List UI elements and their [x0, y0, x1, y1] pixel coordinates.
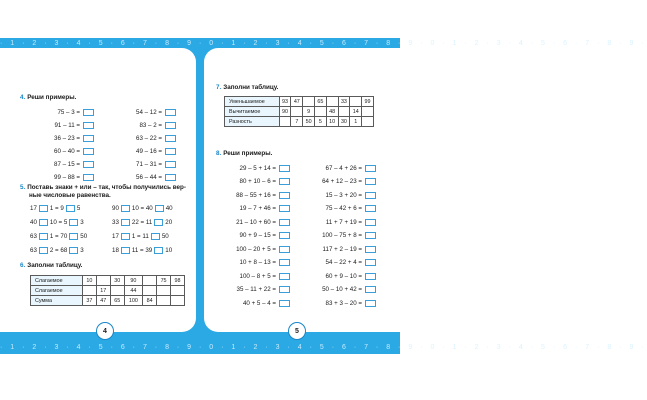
problem-text: 100 – 20 + 5 =	[236, 245, 276, 253]
table-cell[interactable]	[96, 276, 110, 286]
problem-text: 75 – 42 + 6 =	[325, 205, 362, 212]
problem-row	[210, 191, 290, 199]
equation-part: 10	[165, 246, 173, 254]
border-pattern-top: · 1 · 2 · 3 · 4 · 5 · 6 · 7 · 8 · 9 · 0 · 1 · 2 · 3 · 4 · 5 · 6 · 7 · 8 · 9 · 0 · 1 · 2 · 3 · 4 · 5 · 6 · 7 · 8 · 9 ·	[0, 40, 647, 47]
problem-text: 54 – 12 =	[136, 108, 162, 116]
exercise-7-table	[224, 96, 374, 127]
equation-part: 2 = 68	[49, 246, 68, 254]
equation-part: 1 = 9	[49, 204, 64, 212]
problem-row	[296, 259, 376, 267]
problem-row	[210, 286, 290, 294]
sign-box[interactable]	[69, 247, 78, 254]
answer-box[interactable]	[365, 178, 376, 185]
problem-row	[296, 164, 376, 172]
problem-text: 10 + 8 – 13 =	[239, 259, 276, 266]
answer-box[interactable]	[279, 300, 290, 307]
table-cell: 75	[157, 276, 171, 286]
answer-box[interactable]	[165, 161, 176, 168]
sign-box[interactable]	[121, 205, 130, 212]
equation-part: 10 = 5	[49, 218, 68, 226]
table-cell[interactable]	[157, 286, 171, 296]
problem-row	[106, 160, 176, 168]
problem-row	[296, 272, 376, 280]
table-cell: 10	[326, 117, 338, 127]
exercise-8-heading: 8. Реши примеры.	[216, 150, 273, 157]
problem-row	[22, 147, 94, 155]
exercise-6-table	[30, 275, 185, 306]
problem-row	[210, 232, 290, 240]
equation-row	[112, 232, 169, 240]
problem-row	[210, 178, 290, 186]
answer-box[interactable]	[83, 161, 94, 168]
page-number-right: 5	[288, 322, 306, 340]
table-cell[interactable]	[350, 97, 362, 107]
problem-text: 11 + 7 + 19 =	[325, 218, 362, 226]
equation-part: 10 = 40	[131, 204, 153, 212]
table-cell: 50	[303, 117, 315, 127]
table-cell[interactable]	[362, 117, 374, 127]
equation-row	[30, 204, 80, 212]
table-cell: 10	[82, 276, 96, 286]
problem-text: 35 – 11 + 22 =	[236, 286, 276, 293]
answer-box[interactable]	[279, 232, 290, 239]
answer-box[interactable]	[165, 122, 176, 129]
table-cell[interactable]	[171, 296, 185, 306]
problem-text: 56 – 44 =	[136, 173, 162, 181]
answer-box[interactable]	[279, 259, 290, 266]
answer-box[interactable]	[365, 286, 376, 293]
answer-box[interactable]	[365, 219, 376, 226]
problem-text: 63 – 22 =	[136, 134, 162, 142]
answer-box[interactable]	[279, 286, 290, 293]
table-cell: 44	[124, 286, 143, 296]
problem-text: 100 – 75 + 8 =	[322, 232, 362, 239]
problem-text: 90 + 9 – 15 =	[239, 232, 276, 239]
equation-part: 11 = 39	[131, 246, 153, 254]
problem-text: 21 – 10 + 60 =	[236, 218, 276, 226]
answer-box[interactable]	[83, 122, 94, 129]
answer-box[interactable]	[165, 148, 176, 155]
problem-row	[106, 147, 176, 155]
sign-box[interactable]	[69, 219, 78, 226]
exercise-4-heading: 4. Реши примеры.	[20, 94, 77, 101]
equation-part: 50	[80, 232, 88, 240]
answer-box[interactable]	[165, 174, 176, 181]
table-row-label: Слагаемое	[31, 276, 83, 286]
answer-box[interactable]	[365, 232, 376, 239]
equation-row	[30, 232, 87, 240]
equation-row	[112, 204, 173, 212]
problem-text: 117 + 2 – 19 =	[322, 245, 362, 253]
table-cell[interactable]	[314, 107, 326, 117]
table-cell[interactable]	[338, 107, 350, 117]
equation-part: 33	[112, 218, 119, 226]
sign-box[interactable]	[151, 233, 160, 240]
table-cell[interactable]	[143, 286, 157, 296]
table-row	[31, 276, 185, 286]
sign-box[interactable]	[121, 247, 130, 254]
answer-box[interactable]	[165, 109, 176, 116]
equation-row	[30, 218, 84, 226]
problem-row	[22, 121, 94, 129]
problem-text: 54 – 22 + 4 =	[325, 259, 362, 266]
answer-box[interactable]	[365, 192, 376, 199]
table-cell: 33	[338, 97, 350, 107]
table-cell: 30	[110, 276, 124, 286]
sign-box[interactable]	[39, 233, 48, 240]
table-cell: 37	[82, 296, 96, 306]
equation-part: 40	[165, 204, 173, 212]
problem-text: 87 – 15 =	[54, 160, 80, 168]
problem-row	[210, 245, 290, 253]
answer-box[interactable]	[365, 246, 376, 253]
table-cell: 47	[291, 97, 303, 107]
table-cell[interactable]	[279, 117, 291, 127]
border-pattern-bottom: · 1 · 2 · 3 · 4 · 5 · 6 · 7 · 8 · 9 · 0 · 1 · 2 · 3 · 4 · 5 · 6 · 7 · 8 · 9 · 0 · 1 · 2 · 3 · 4 · 5 · 6 · 7 · 8 · 9 ·	[0, 344, 647, 351]
problem-text: 75 – 3 =	[57, 108, 80, 116]
table-cell[interactable]	[143, 276, 157, 286]
table-row-label: Уменьшаемое	[225, 97, 280, 107]
table-row-label: Разность	[225, 117, 280, 127]
table-cell: 93	[279, 97, 291, 107]
problem-row	[296, 218, 376, 226]
sign-box[interactable]	[66, 205, 75, 212]
table-cell: 100	[124, 296, 143, 306]
table-cell[interactable]	[326, 97, 338, 107]
answer-box[interactable]	[83, 148, 94, 155]
equation-part: 1 = 11	[131, 232, 149, 240]
equation-part: 63	[30, 246, 37, 254]
answer-box[interactable]	[279, 273, 290, 280]
equation-part: 40	[30, 218, 37, 226]
equation-part: 17	[30, 204, 37, 212]
problem-text: 29 – 5 + 14 =	[239, 164, 276, 172]
table-cell[interactable]	[303, 97, 315, 107]
equation-part: 3	[80, 246, 84, 254]
sign-box[interactable]	[155, 205, 164, 212]
table-cell: 48	[326, 107, 338, 117]
table-cell[interactable]	[362, 107, 374, 117]
sign-box[interactable]	[39, 247, 48, 254]
problem-row	[296, 299, 376, 307]
equation-part: 50	[161, 232, 169, 240]
table-row	[31, 296, 185, 306]
problem-text: 67 – 4 + 26 =	[325, 164, 362, 172]
equation-part: 1 = 70	[49, 232, 68, 240]
problem-row	[296, 286, 376, 294]
problem-row	[22, 134, 94, 142]
answer-box[interactable]	[279, 205, 290, 212]
problem-text: 19 – 7 + 46 =	[239, 205, 276, 212]
table-cell[interactable]	[291, 107, 303, 117]
answer-box[interactable]	[365, 205, 376, 212]
problem-text: 99 – 88 =	[54, 173, 80, 181]
problem-row	[210, 272, 290, 280]
problem-text: 91 – 11 =	[54, 121, 80, 129]
problem-row	[296, 205, 376, 213]
equation-part: 63	[30, 232, 37, 240]
sign-box[interactable]	[69, 233, 78, 240]
sign-box[interactable]	[39, 205, 48, 212]
problem-row	[22, 173, 94, 181]
problem-row	[296, 232, 376, 240]
answer-box[interactable]	[279, 178, 290, 185]
equation-row	[30, 246, 84, 254]
equation-part: 20	[165, 218, 173, 226]
equation-part: 17	[112, 232, 119, 240]
exercise-6-heading: 6. Заполни таблицу.	[20, 262, 83, 269]
table-cell: 98	[171, 276, 185, 286]
table-cell[interactable]	[171, 286, 185, 296]
table-cell[interactable]	[110, 286, 124, 296]
sign-box[interactable]	[154, 247, 163, 254]
table-cell: 47	[96, 296, 110, 306]
answer-box[interactable]	[279, 219, 290, 226]
table-cell: 5	[314, 117, 326, 127]
answer-box[interactable]	[83, 135, 94, 142]
problem-row	[22, 160, 94, 168]
answer-box[interactable]	[279, 192, 290, 199]
problem-text: 49 – 16 =	[136, 147, 162, 155]
table-row-label: Вычитаемое	[225, 107, 280, 117]
table-row	[225, 97, 374, 107]
answer-box[interactable]	[83, 174, 94, 181]
problem-text: 60 + 9 – 10 =	[325, 272, 362, 280]
problem-row	[210, 205, 290, 213]
problem-row	[296, 178, 376, 186]
equation-part: 3	[80, 218, 84, 226]
exercise-5-heading-cont: ные числовые равенства.	[29, 192, 111, 199]
answer-box[interactable]	[365, 259, 376, 266]
problem-text: 60 – 40 =	[54, 147, 80, 155]
problem-row	[106, 121, 176, 129]
problem-text: 40 + 5 – 4 =	[242, 299, 276, 307]
problem-row	[106, 108, 176, 116]
problem-row	[106, 134, 176, 142]
problem-row	[210, 164, 290, 172]
table-cell: 65	[110, 296, 124, 306]
problem-text: 15 – 3 + 20 =	[325, 191, 362, 199]
problem-text: 71 – 31 =	[136, 160, 162, 168]
problem-row	[296, 245, 376, 253]
table-cell: 99	[362, 97, 374, 107]
table-row-label: Слагаемое	[31, 286, 83, 296]
answer-box[interactable]	[165, 135, 176, 142]
sign-box[interactable]	[154, 219, 163, 226]
equation-row	[112, 218, 172, 226]
answer-box[interactable]	[365, 273, 376, 280]
table-cell: 90	[124, 276, 143, 286]
equation-row	[112, 246, 172, 254]
problem-row	[210, 259, 290, 267]
problem-text: 36 – 23 =	[54, 134, 80, 142]
equation-part: 18	[112, 246, 119, 254]
table-cell: 90	[279, 107, 291, 117]
problem-text: 83 + 3 – 20 =	[325, 299, 362, 307]
table-row-label: Сумма	[31, 296, 83, 306]
table-cell: 84	[143, 296, 157, 306]
table-cell: 7	[291, 117, 303, 127]
problem-text: 100 – 8 + 5 =	[239, 272, 276, 280]
sign-box[interactable]	[121, 233, 130, 240]
answer-box[interactable]	[279, 165, 290, 172]
table-cell[interactable]	[157, 296, 171, 306]
table-cell: 30	[338, 117, 350, 127]
problem-row	[210, 218, 290, 226]
sign-box[interactable]	[39, 219, 48, 226]
exercise-7-heading: 7. Заполни таблицу.	[216, 84, 279, 91]
equation-part: 90	[112, 204, 119, 212]
problem-text: 64 + 12 – 23 =	[322, 178, 362, 185]
problem-row	[210, 299, 290, 307]
sign-box[interactable]	[121, 219, 130, 226]
problem-text: 83 – 2 =	[139, 121, 162, 129]
page-number-left: 4	[96, 322, 114, 340]
problem-text: 88 – 55 + 16 =	[236, 191, 276, 199]
equation-part: 5	[76, 204, 81, 212]
table-cell[interactable]	[82, 286, 96, 296]
problem-row	[22, 108, 94, 116]
equation-part: 22 = 11	[131, 218, 153, 226]
answer-box[interactable]	[365, 300, 376, 307]
table-row	[225, 117, 374, 127]
table-cell: 65	[314, 97, 326, 107]
table-row	[31, 286, 185, 296]
table-cell: 14	[350, 107, 362, 117]
answer-box[interactable]	[365, 165, 376, 172]
problem-text: 80 + 10 – 6 =	[239, 178, 276, 185]
table-row	[225, 107, 374, 117]
problem-text: 50 – 10 + 42 =	[322, 286, 362, 293]
problem-row	[106, 173, 176, 181]
problem-row	[296, 191, 376, 199]
answer-box[interactable]	[83, 109, 94, 116]
exercise-5-heading: 5. Поставь знаки + или – так, чтобы получились вер-	[20, 184, 186, 191]
table-cell: 9	[303, 107, 315, 117]
answer-box[interactable]	[279, 246, 290, 253]
table-cell: 1	[350, 117, 362, 127]
table-cell: 17	[96, 286, 110, 296]
